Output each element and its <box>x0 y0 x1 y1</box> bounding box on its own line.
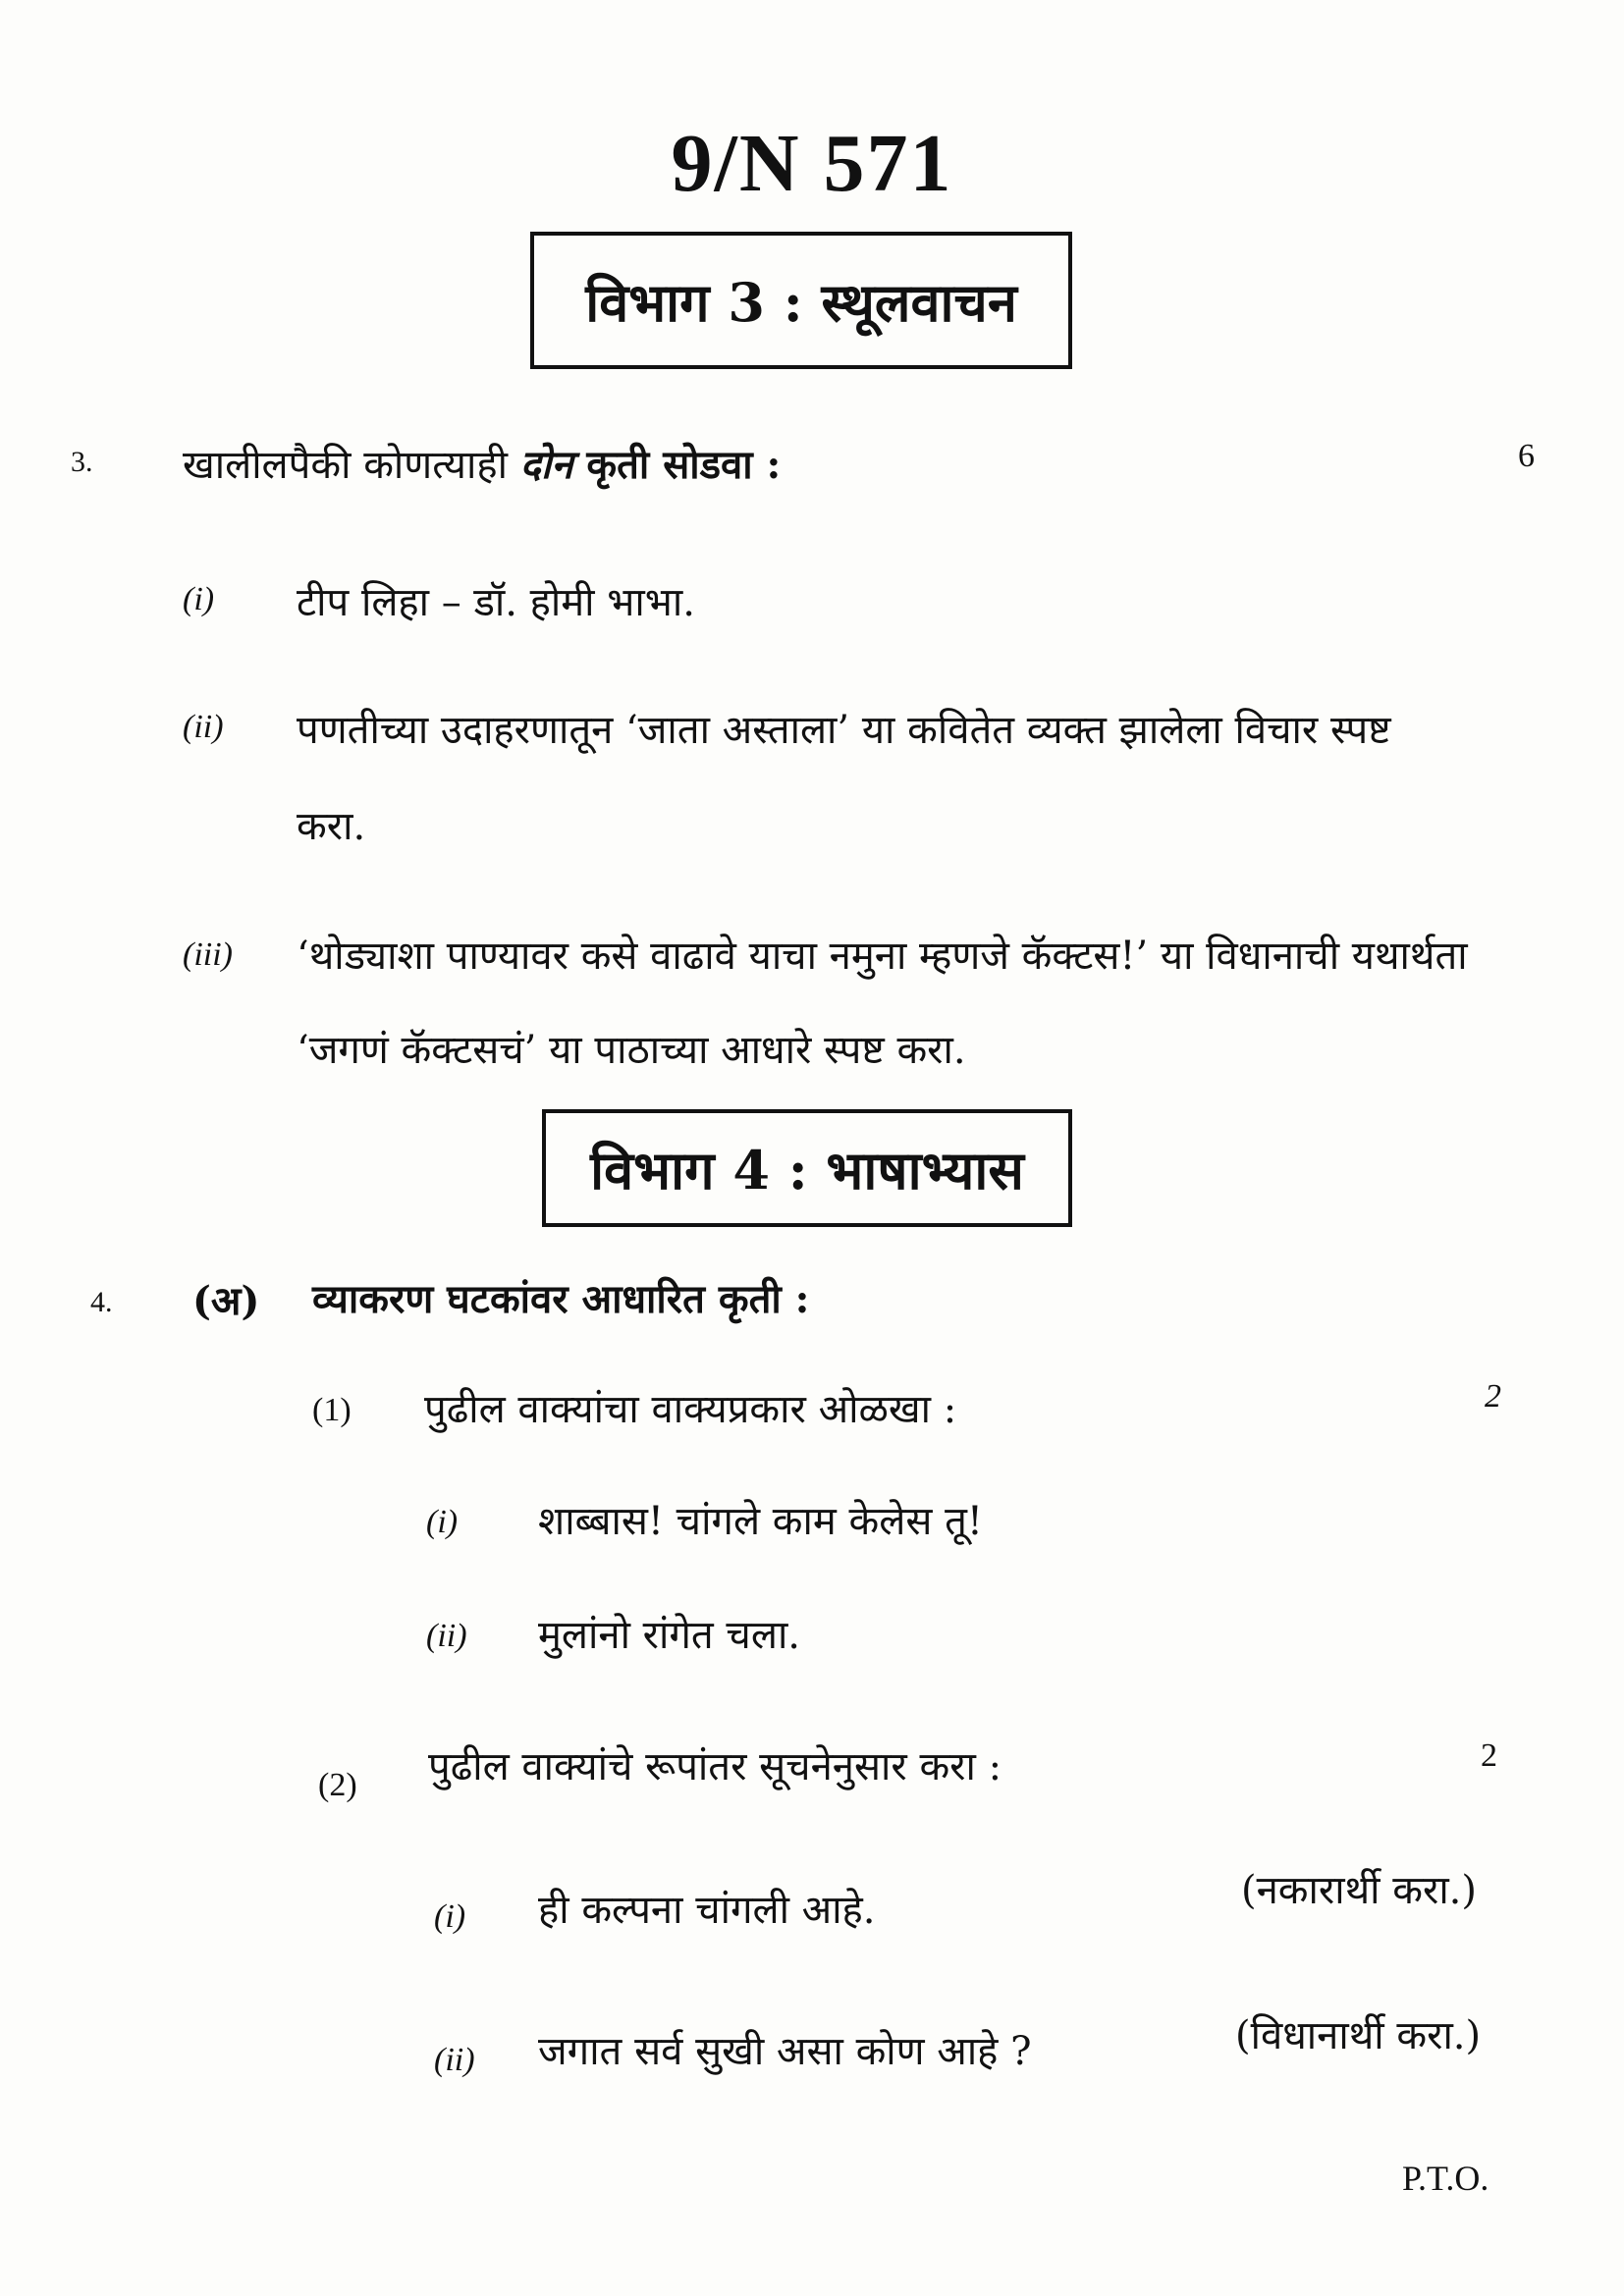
q4-part-2-item-ii-label: (ii) <box>434 2042 475 2078</box>
q3-item-ii-label: (ii) <box>183 709 224 745</box>
question-3-instruction <box>183 436 781 490</box>
q3-item-ii-line1: पणतीच्या उदाहरणातून ‘जाता अस्ताला’ या कवितेत व्यक्त झालेला विचार स्पष्ट <box>297 708 1391 753</box>
q4-part-1-marks: 2 <box>1485 1378 1501 1415</box>
section-4-heading <box>542 1109 1072 1227</box>
q4-part-1-number: (1) <box>312 1392 352 1428</box>
q4-part-1-title: पुढील वाक्यांचा वाक्यप्रकार ओळखा : <box>424 1387 957 1432</box>
q3-item-iii-label: (iii) <box>183 936 233 973</box>
page-turn-over: P.T.O. <box>1402 2159 1489 2198</box>
section-3-heading <box>530 232 1072 369</box>
q4-part-2-item-i-text: ही कल्पना चांगली आहे. <box>538 1888 876 1933</box>
question-4-number: 4. <box>90 1286 113 1318</box>
question-3-number: 3. <box>71 446 93 478</box>
question-3-instruction-part2: कृती सोडवा : <box>572 442 782 488</box>
question-3-instruction-emphasis: दोन <box>519 442 573 488</box>
q4-part-2-title: पुढील वाक्यांचे रूपांतर सूचनेनुसार करा : <box>428 1744 1002 1789</box>
q4-part-2-item-i-instruction: (नकारार्थी करा.) <box>1241 1868 1478 1913</box>
q4-part-2-item-i-label: (i) <box>434 1898 466 1935</box>
question-3-marks: 6 <box>1518 438 1535 474</box>
q4-part-1-item-i-text: शाब्बास! चांगले काम केलेस तू! <box>538 1499 983 1544</box>
q4-part-2-marks: 2 <box>1481 1737 1497 1774</box>
q3-item-ii-line2: करा. <box>297 804 366 849</box>
question-4-sub-label: (अ) <box>192 1278 260 1324</box>
q4-part-1-item-i-label: (i) <box>426 1504 459 1540</box>
question-4-sub-title: व्याकरण घटकांवर आधारित कृती : <box>312 1276 810 1322</box>
paper-code: 9/N 571 <box>671 118 953 209</box>
section-3-heading-text: विभाग 3 : स्थूलवाचन <box>585 271 1017 334</box>
q4-part-2-item-ii-instruction: (विधानार्थी करा.) <box>1235 2013 1482 2058</box>
section-4-heading-text: विभाग 4 : भाषाभ्यास <box>590 1139 1024 1201</box>
q4-part-2-item-ii-text: जगात सर्व सुखी असा कोण आहे ? <box>538 2029 1032 2074</box>
q3-item-iii-line1: ‘थोड्याशा पाण्यावर कसे वाढावे याचा नमुना म्हणजे कॅक्टस!’ या विधानाची यथार्थता <box>297 934 1468 979</box>
q4-part-1-item-ii-label: (ii) <box>426 1618 467 1654</box>
q3-item-iii-line2: ‘जगणं कॅक्टसचं’ या पाठाच्या आधारे स्पष्ट करा. <box>297 1028 966 1073</box>
q4-part-2-number: (2) <box>318 1767 357 1803</box>
question-3-instruction-part1: खालीलपैकी कोणत्याही <box>183 443 520 488</box>
q3-item-i-text: टीप लिहा – डॉ. होमी भाभा. <box>297 580 695 625</box>
q3-item-i-label: (i) <box>183 581 215 617</box>
q4-part-1-item-ii-text: मुलांनो रांगेत चला. <box>538 1613 801 1658</box>
